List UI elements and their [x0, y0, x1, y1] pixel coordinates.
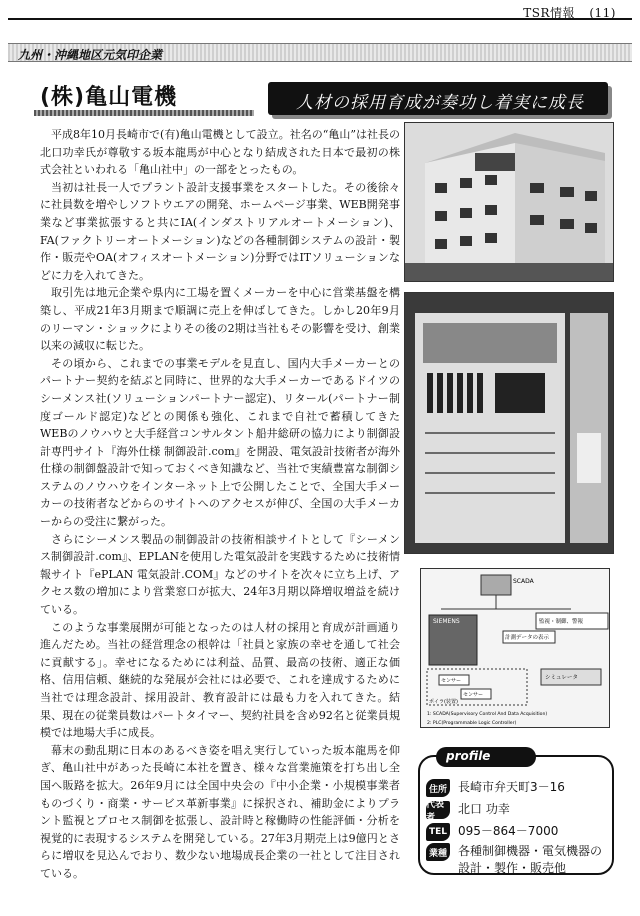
region-band	[8, 43, 632, 62]
paragraph: 平成8年10月長崎市で(有)亀山電機として設立。社名の“亀山”は社長の北口功幸氏が尊敬する坂本龍馬が中心となり結成された日本で最初の株式会社といわれる「亀山社中」の一部をとったもの。	[40, 128, 400, 177]
tel-value: 095－864－7000	[458, 824, 559, 838]
diagram-label-display: 計測データの表示	[505, 635, 550, 641]
paragraph: このような事業展開が可能となったのは人材の採用と育成が計画通り進んだため。当社の経営理念の根幹は「社員と家族の幸せを通して社会に貢献する」。幸せになるためには利益、品質、最高の技術、適正な価格、信用信頼、継続的な発展が会社には必要で、これを達成するために当社では理念設計、採用設計、教育設計には最も力を入れてきた。結果、現在の従業員数はパートタイマー、契約社員を含め92名と従業員規模では地場大手に成長。	[40, 620, 400, 740]
profile-box	[418, 749, 614, 875]
page-number: (11)	[589, 6, 616, 20]
diagram-label-scada: SCADA	[513, 578, 534, 585]
profile-row-business	[426, 843, 606, 877]
profile-title: profile	[436, 747, 536, 767]
business-tag: 業種	[426, 843, 450, 861]
headline-banner	[268, 82, 608, 115]
paragraph: さらにシーメンス製品の制御設計の技術相談サイトとして『シーメンス制御設計.com』、EPLANを使用した電気設計を実践するために技術情報サイト『ePLAN 電気設計.COM』などのサイトを次々に立ち上げ、アクセス数の増加により営業窓口が拡大、24年3月期以降増収増益を続けている。	[40, 532, 400, 617]
representative-tag: 代表者	[426, 801, 450, 819]
paragraph: その頃から、これまでの事業モデルを見直し、国内大手メーカーとのパートナー契約を結ぶと同時に、世界的な大手メーカーであるドイツのシーメンス社(ソリューションパートナー認定)、リタール(パートナー制度ゴールド認定)などとの関係も強化、これまで自社で蓄積してきたWEBのノウハウと大手経営コンサルタント船井総研の協力により制御設計専門サイト『海外仕様 制御設計.com』を開設、電気設計技術者が海外仕様の制御盤設計で知っておくべき知識など、当社で実績豊富な制御システムのノウハウをインターネット上で公開したことで、全国大手メーカーの技術者などからのサイトへのアクセスが伸び、全国の大手メーカーからの受注に繋がった。	[40, 356, 400, 529]
headline: 人材の採用育成が奏功し着実に成長	[296, 93, 584, 113]
diagram-label-simulator: シミュレータ	[545, 675, 578, 681]
diagram-brand: SIEMENS	[433, 618, 460, 625]
building-photo	[404, 122, 614, 282]
diagram-note-2: 2: PLC(Programmable Logic Controller)	[427, 721, 517, 726]
company-heading	[40, 80, 250, 116]
region-label: 九州・沖縄地区元気印企業	[18, 48, 163, 62]
address-tag: 住所	[426, 779, 450, 797]
paragraph: 当初は社長一人でプラント設計支援事業をスタートした。その後徐々に社員数を増やしソフトウエアの開発、ホームページ事業、WEB開発事業など事業拡張すると共にIA(インダストリアルオートメーション)、FA(ファクトリーオートメーション)などの各種制御システムの設計・製作・販売やOA(オフィスオートメーション)分野ではITソリューションなどに力を入れてきた。	[40, 180, 400, 282]
system-diagram	[420, 568, 610, 728]
article-body	[40, 126, 400, 883]
company-underline	[34, 110, 254, 116]
diagram-label-boiler: ポイラ(装置)	[429, 699, 458, 705]
diagram-label-sensor2: センサー	[463, 692, 484, 698]
tel-tag: TEL	[426, 823, 450, 841]
paragraph: 取引先は地元企業や県内に工場を置くメーカーを中心に営業基盤を構築し、平成21年3月期まで順調に売上を伸ばしてきた。しかし20年9月のリーマン・ショックによりその後の2期は当社もその影響を受け、創業以来の減収に転じた。	[40, 286, 400, 353]
profile-row-address	[426, 779, 565, 797]
representative-value: 北口 功幸	[458, 802, 510, 816]
paragraph: 幕末の動乱期に日本のあるべき姿を唱え実行していった坂本龍馬を仰ぎ、亀山社中があった長崎に本社を置き、様々な営業施策を打ち出し全国へ販路を拡大。26年9月には全国中央会の『中小企業・小規模事業者ものづくり・商業・サービス革新事業』に採択され、補助金によりプラント監視とプロセス制御を拡張し、設計時と稼働時の性能評価・分析を視覚的に表現するシステムを開発している。27年3月期売上は9億円とさらに増収を見込んでおり、数少ない地場成長企業の一社として注目されている。	[40, 743, 400, 880]
diagram-label-sensor1: センサー	[441, 678, 462, 684]
address-value: 長崎市弁天町3－16	[458, 780, 565, 794]
diagram-label-monitor: 監視・制御、警報	[539, 619, 584, 625]
header-rule	[8, 18, 632, 20]
profile-row-representative	[426, 800, 510, 823]
control-panel-photo	[404, 292, 614, 554]
publication-name: TSR情報	[523, 6, 576, 20]
diagram-note-1: 1: SCADA(Supervisory Control And Data Acquisition)	[427, 712, 548, 717]
business-value: 各種制御機器・電気機器の設計・製作・販売他	[458, 844, 603, 875]
company-name: (株)亀山電機	[40, 85, 178, 110]
profile-row-tel	[426, 823, 558, 841]
